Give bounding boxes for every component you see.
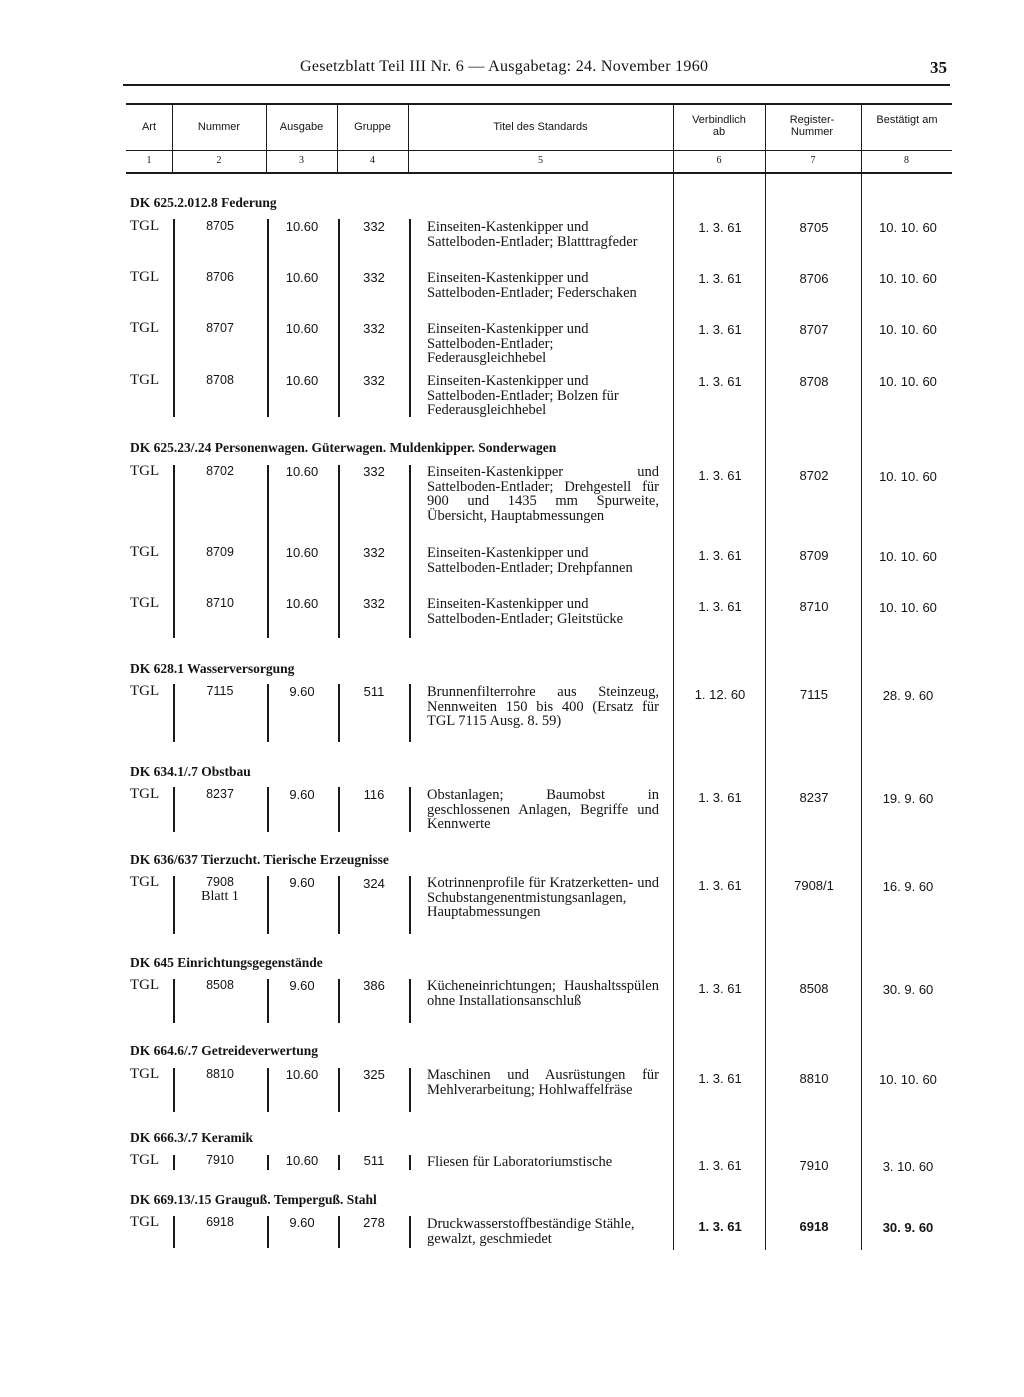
titel-cell: Einseiten-Kastenkipper und Sattelboden-Entlader; Drehpfannen <box>427 545 633 576</box>
row-divider-mark <box>409 1068 411 1112</box>
ausgabe-cell: 9.60 <box>289 1215 315 1230</box>
register-cell: 8709 <box>799 548 829 563</box>
nummer-cell: 8702 <box>206 464 234 478</box>
row-divider-mark <box>338 1216 340 1248</box>
body-col-divider <box>765 173 766 1250</box>
titel-cell: Maschinen und Ausrüstungen für Mehlverarbeitung; Hohlwaffelfräse <box>427 1067 659 1098</box>
col-number: 3 <box>299 155 304 166</box>
ausgabe-cell: 10.60 <box>285 1067 319 1082</box>
titel-cell: Einseiten-Kastenkipper und Sattelboden-Entlader; Drehgestell für 900 und 1435 mm Spurweite, Übersicht, Hauptabmessungen <box>427 464 659 524</box>
header-top-rule <box>123 84 950 86</box>
verbindlich-cell: 1. 3. 61 <box>698 790 742 805</box>
ausgabe-cell: 10.60 <box>285 596 319 611</box>
bestaetigt-cell: 10. 10. 60 <box>879 220 937 235</box>
col-number: 8 <box>904 155 909 166</box>
ausgabe-cell: 10.60 <box>285 545 319 560</box>
register-cell: 7115 <box>800 687 828 702</box>
section-heading: DK 645 Einrichtungsgegenstände <box>130 955 323 970</box>
column-numbers-bottom-rule <box>126 172 952 174</box>
row-divider-mark <box>338 219 340 417</box>
col-head-verbindlich: Verbindlich ab <box>692 114 746 138</box>
col-head-titel: Titel des Standards <box>493 121 588 133</box>
art-cell: TGL <box>130 977 160 993</box>
row-divider-mark <box>409 787 411 832</box>
register-cell: 7908/1 <box>794 878 834 893</box>
art-cell: TGL <box>130 269 160 285</box>
gruppe-cell: 511 <box>363 1153 385 1168</box>
row-divider-mark <box>173 219 175 417</box>
gruppe-cell: 332 <box>363 270 385 285</box>
row-divider-mark <box>173 1155 175 1170</box>
titel-cell: Einseiten-Kastenkipper und Sattelboden-Entlader; Bolzen für Federausgleichhebel <box>427 373 619 418</box>
row-divider-mark <box>338 979 340 1023</box>
col-head-gruppe: Gruppe <box>354 121 391 133</box>
titel-cell: Druckwasserstoffbeständige Stähle, gewalzt, geschmiedet <box>427 1216 635 1247</box>
gruppe-cell: 332 <box>363 464 385 479</box>
gruppe-cell: 332 <box>363 545 385 560</box>
row-divider-mark <box>173 787 175 832</box>
section-heading: DK 634.1/.7 Obstbau <box>130 764 251 779</box>
ausgabe-cell: 9.60 <box>289 978 315 993</box>
register-cell: 8237 <box>799 790 829 805</box>
art-cell: TGL <box>130 595 160 611</box>
section-heading: DK 625.2.012.8 Federung <box>130 195 277 210</box>
nummer-sheet-cell: Blatt 1 <box>201 889 239 904</box>
ausgabe-cell: 10.60 <box>285 373 319 388</box>
verbindlich-cell: 1. 3. 61 <box>698 548 742 563</box>
titel-cell: Obstanlagen; Baumobst in geschlossenen Anlagen, Begriffe und Kennwerte <box>427 787 659 832</box>
row-divider-mark <box>173 876 175 934</box>
section-heading: DK 625.23/.24 Personenwagen. Güterwagen. Muldenkipper. Sonderwagen <box>130 440 557 455</box>
row-divider-mark <box>267 1216 269 1248</box>
verbindlich-cell: 1. 3. 61 <box>698 271 742 286</box>
art-cell: TGL <box>130 1152 160 1168</box>
section-heading: DK 666.3/.7 Keramik <box>130 1130 253 1145</box>
verbindlich-cell: 1. 3. 61 <box>698 599 742 614</box>
col-number: 7 <box>810 155 816 166</box>
nummer-cell: 8709 <box>206 545 234 559</box>
col-number: 1 <box>146 155 152 166</box>
section-heading: DK 664.6/.7 Getreideverwertung <box>130 1043 318 1058</box>
section-heading: DK 636/637 Tierzucht. Tierische Erzeugnisse <box>130 852 389 867</box>
verbindlich-cell: 1. 3. 61 <box>698 878 742 893</box>
register-cell: 8707 <box>799 322 829 337</box>
art-cell: TGL <box>130 320 160 336</box>
register-cell: 8710 <box>799 599 829 614</box>
ausgabe-cell: 10.60 <box>285 1153 319 1168</box>
bestaetigt-cell: 10. 10. 60 <box>879 374 937 389</box>
art-cell: TGL <box>130 1066 160 1082</box>
titel-cell: Fliesen für Laboratoriumstische <box>427 1154 613 1170</box>
register-cell: 8708 <box>799 374 829 389</box>
titel-cell: Einseiten-Kastenkipper und Sattelboden-Entlader; Gleitstücke <box>427 596 624 627</box>
gruppe-cell: 332 <box>363 373 385 388</box>
bestaetigt-cell: 10. 10. 60 <box>879 600 937 615</box>
col-number: 5 <box>538 155 543 166</box>
art-cell: TGL <box>130 786 160 802</box>
row-divider-mark <box>338 465 340 638</box>
titel-cell: Brunnenfilterrohre aus Steinzeug, Nennweiten 150 bis 400 (Ersatz für TGL 7115 Ausg. 8. 59) <box>427 684 659 729</box>
col-head-nummer: Nummer <box>197 121 241 133</box>
titel-cell: Kücheneinrichtungen; Haushaltsspülen ohne Installationsanschluß <box>427 978 659 1009</box>
ausgabe-cell: 10.60 <box>285 270 319 285</box>
titel-cell: Einseiten-Kastenkipper und Sattelboden-Entlader; Blatttragfeder <box>427 219 638 250</box>
nummer-cell: 6918 <box>206 1215 234 1229</box>
row-divider-mark <box>338 787 340 832</box>
row-divider-mark <box>338 684 340 742</box>
row-divider-mark <box>267 787 269 832</box>
bestaetigt-cell: 10. 10. 60 <box>879 1072 937 1087</box>
nummer-cell: 7910 <box>206 1153 234 1167</box>
nummer-cell: 8707 <box>206 321 234 335</box>
nummer-cell: 8705 <box>206 219 234 233</box>
bestaetigt-cell: 28. 9. 60 <box>882 688 934 703</box>
nummer-cell: 7115 <box>206 684 234 698</box>
verbindlich-cell: 1. 3. 61 <box>698 1219 742 1234</box>
gruppe-cell: 511 <box>363 684 385 699</box>
section-heading: DK 669.13/.15 Grauguß. Temperguß. Stahl <box>130 1192 377 1207</box>
bestaetigt-cell: 10. 10. 60 <box>879 469 937 484</box>
body-col-divider <box>861 173 862 1250</box>
row-divider-mark <box>173 979 175 1023</box>
bestaetigt-cell: 16. 9. 60 <box>882 879 934 894</box>
art-cell: TGL <box>130 463 160 479</box>
ausgabe-cell: 10.60 <box>285 464 319 479</box>
page-number: 35 <box>930 58 947 77</box>
ausgabe-cell: 10.60 <box>285 321 319 336</box>
register-cell: 8706 <box>799 271 829 286</box>
gruppe-cell: 324 <box>363 876 385 891</box>
art-cell: TGL <box>130 544 160 560</box>
gruppe-cell: 116 <box>363 787 385 802</box>
gruppe-cell: 332 <box>363 219 385 234</box>
bestaetigt-cell: 30. 9. 60 <box>882 1220 934 1235</box>
row-divider-mark <box>338 876 340 934</box>
register-cell: 8705 <box>799 220 829 235</box>
row-divider-mark <box>267 979 269 1023</box>
art-cell: TGL <box>130 218 160 234</box>
titel-cell: Einseiten-Kastenkipper und Sattelboden-Entlader; Federausgleichhebel <box>427 321 589 366</box>
row-divider-mark <box>267 684 269 742</box>
row-divider-mark <box>173 1216 175 1248</box>
row-divider-mark <box>173 465 175 638</box>
gruppe-cell: 332 <box>363 596 385 611</box>
ausgabe-cell: 9.60 <box>289 684 315 699</box>
bestaetigt-cell: 10. 10. 60 <box>879 549 937 564</box>
titel-cell: Einseiten-Kastenkipper und Sattelboden-Entlader; Federschaken <box>427 270 637 301</box>
verbindlich-cell: 1. 3. 61 <box>698 1158 742 1173</box>
art-cell: TGL <box>130 683 160 699</box>
row-divider-mark <box>267 219 269 417</box>
row-divider-mark <box>409 1155 411 1170</box>
verbindlich-cell: 1. 3. 61 <box>698 374 742 389</box>
row-divider-mark <box>338 1155 340 1170</box>
row-divider-mark <box>409 979 411 1023</box>
ausgabe-cell: 10.60 <box>285 219 319 234</box>
nummer-cell: 8810 <box>206 1067 234 1081</box>
bestaetigt-cell: 10. 10. 60 <box>879 322 937 337</box>
register-cell: 8508 <box>799 981 829 996</box>
art-cell: TGL <box>130 1214 160 1230</box>
row-divider-mark <box>409 219 411 417</box>
body-col-divider <box>673 173 674 1250</box>
art-cell: TGL <box>130 372 160 388</box>
bestaetigt-cell: 19. 9. 60 <box>882 791 934 806</box>
col-head-bestaetigt: Bestätigt am <box>876 114 938 126</box>
col-number: 4 <box>370 155 375 166</box>
table-top-rule <box>126 103 952 105</box>
row-divider-mark <box>409 876 411 934</box>
gruppe-cell: 278 <box>363 1215 385 1230</box>
nummer-cell: 8706 <box>206 270 234 284</box>
column-heads-bottom-rule <box>126 150 952 151</box>
row-divider-mark <box>173 684 175 742</box>
page-header-title: Gesetzblatt Teil III Nr. 6 — Ausgabetag: 24. November 1960 <box>300 58 709 75</box>
row-divider-mark <box>267 876 269 934</box>
titel-cell: Kotrinnenprofile für Kratzerketten- und Schubstangenentmistungsanlagen, Hauptabmessungen <box>427 875 659 920</box>
row-divider-mark <box>173 1068 175 1112</box>
row-divider-mark <box>409 1216 411 1248</box>
col-number: 6 <box>716 155 722 166</box>
ausgabe-cell: 9.60 <box>289 875 315 890</box>
verbindlich-cell: 1. 12. 60 <box>694 687 746 702</box>
col-head-register: Register-Nummer <box>789 114 835 138</box>
register-cell: 8702 <box>799 468 829 483</box>
row-divider-mark <box>338 1068 340 1112</box>
art-cell: TGL <box>130 874 160 890</box>
gruppe-cell: 332 <box>363 321 385 336</box>
verbindlich-cell: 1. 3. 61 <box>698 981 742 996</box>
row-divider-mark <box>409 465 411 638</box>
register-cell: 8810 <box>799 1071 829 1086</box>
gruppe-cell: 386 <box>363 978 385 993</box>
verbindlich-cell: 1. 3. 61 <box>698 1071 742 1086</box>
verbindlich-cell: 1. 3. 61 <box>698 322 742 337</box>
bestaetigt-cell: 30. 9. 60 <box>882 982 934 997</box>
nummer-cell: 8237 <box>206 787 234 801</box>
bestaetigt-cell: 10. 10. 60 <box>879 271 937 286</box>
col-head-ausgabe: Ausgabe <box>279 121 324 133</box>
row-divider-mark <box>409 684 411 742</box>
register-cell: 6918 <box>799 1219 829 1234</box>
verbindlich-cell: 1. 3. 61 <box>698 468 742 483</box>
nummer-cell: 8508 <box>206 978 234 992</box>
bestaetigt-cell: 3. 10. 60 <box>882 1159 934 1174</box>
row-divider-mark <box>267 1068 269 1112</box>
nummer-cell: 7908 <box>206 875 234 889</box>
col-head-art: Art <box>141 121 157 133</box>
row-divider-mark <box>267 465 269 638</box>
nummer-cell: 8708 <box>206 373 234 387</box>
verbindlich-cell: 1. 3. 61 <box>698 220 742 235</box>
register-cell: 7910 <box>799 1158 829 1173</box>
col-number: 2 <box>216 155 222 166</box>
ausgabe-cell: 9.60 <box>289 787 315 802</box>
nummer-cell: 8710 <box>206 596 234 610</box>
gruppe-cell: 325 <box>363 1067 385 1082</box>
section-heading: DK 628.1 Wasserversorgung <box>130 661 295 676</box>
row-divider-mark <box>267 1155 269 1170</box>
